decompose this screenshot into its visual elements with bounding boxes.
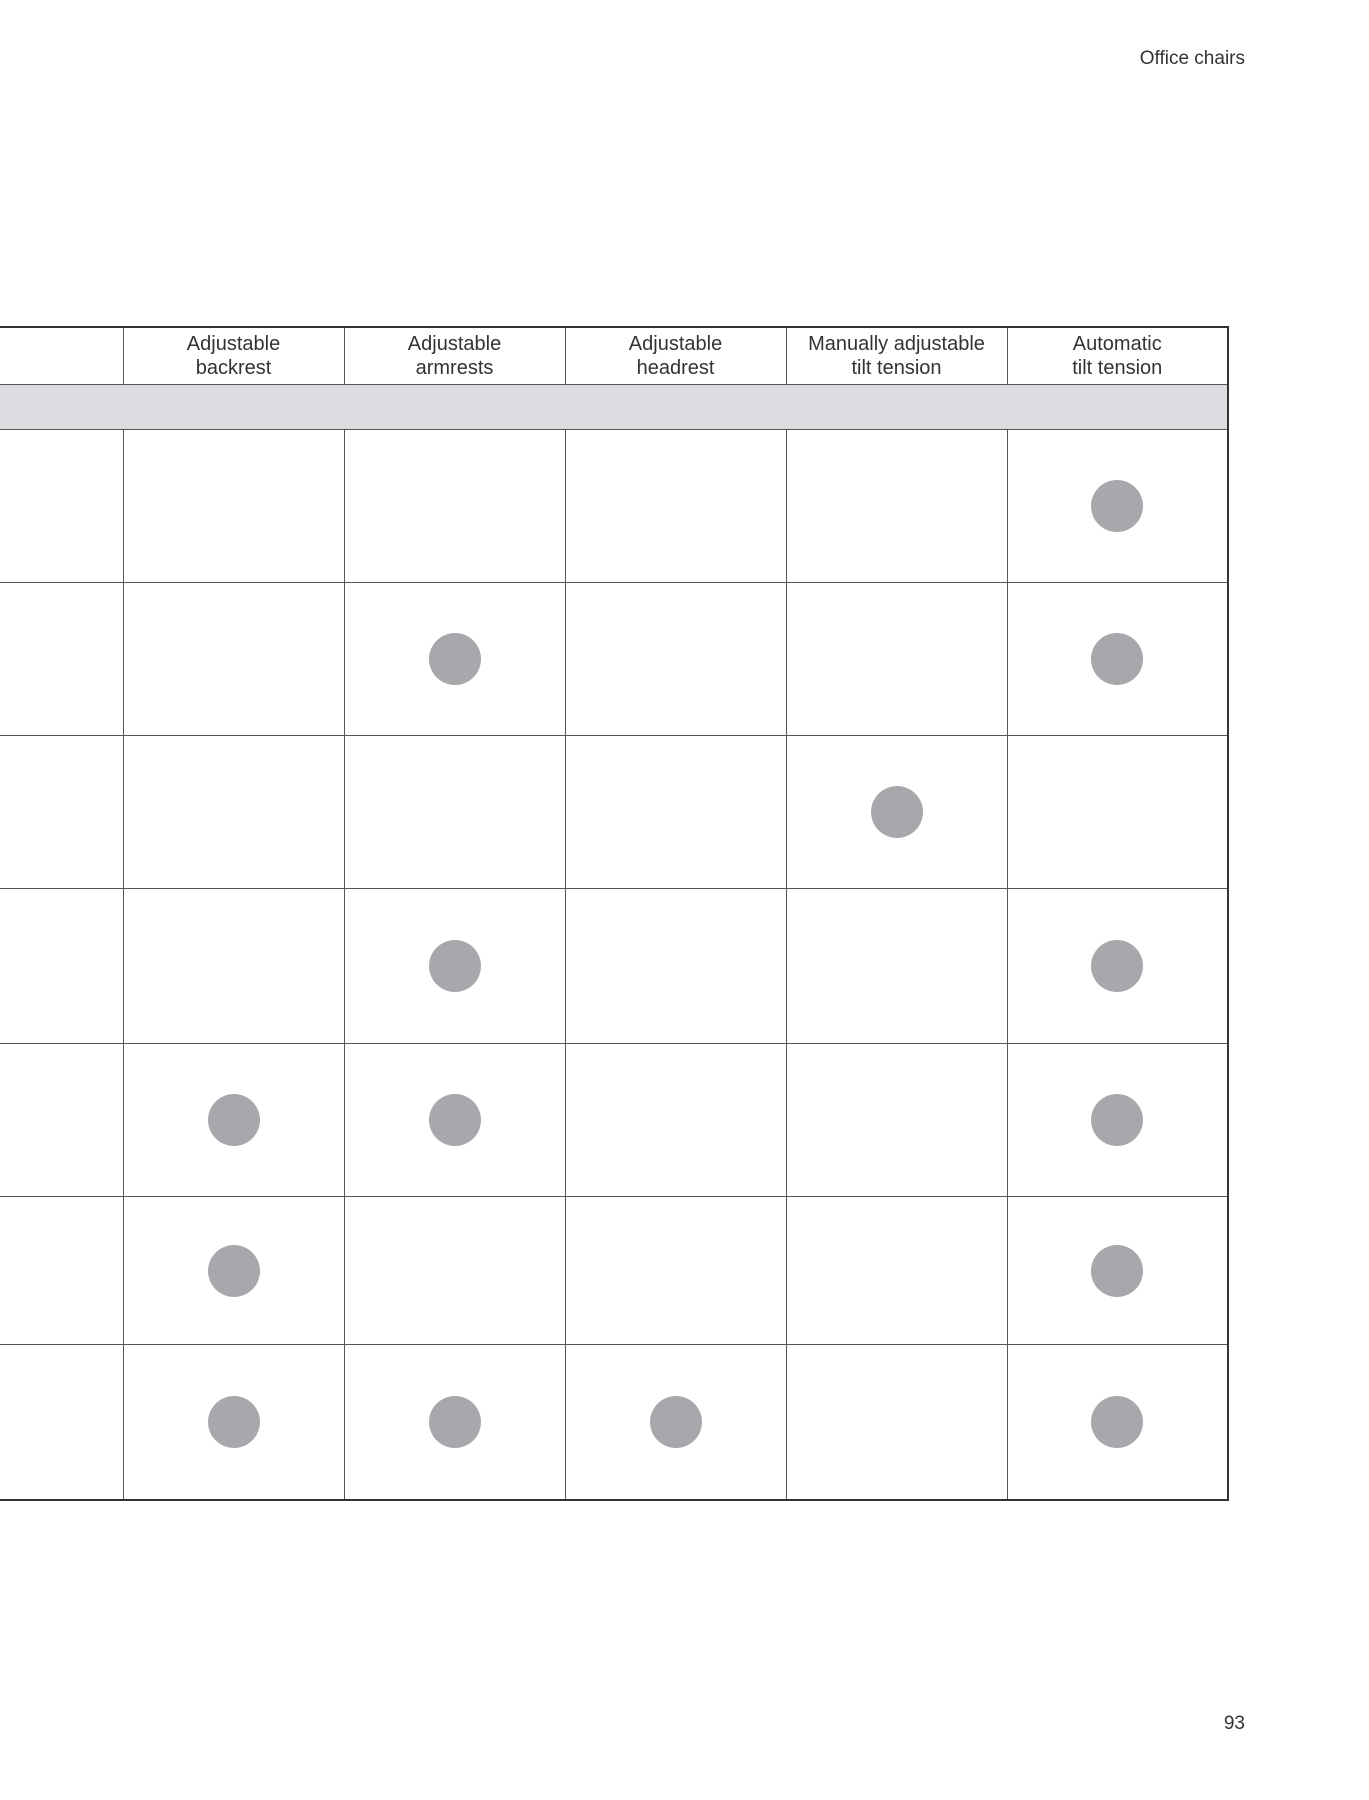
page-number: 93: [1223, 1713, 1245, 1734]
feature-cell: [1007, 889, 1228, 1044]
feature-present-dot-icon: [208, 1396, 260, 1448]
running-header: Office chairs: [1139, 48, 1245, 69]
header-row: [0, 327, 1228, 385]
column-header-line2: armrests: [415, 357, 494, 379]
row-label-cell: [0, 1044, 123, 1197]
feature-cell: [786, 889, 1007, 1044]
feature-present-dot-icon: [1091, 1245, 1143, 1297]
column-header-line1: Adjustable: [407, 333, 502, 355]
column-header-line1: Automatic: [1072, 333, 1162, 355]
column-header-adjustable-headrest: [565, 327, 786, 385]
section-band: [0, 385, 1228, 430]
feature-cell: [1007, 1345, 1228, 1500]
column-header-automatic-tilt-tension: [1007, 327, 1228, 385]
feature-present-dot-icon: [208, 1094, 260, 1146]
row-label-cell: [0, 1197, 123, 1345]
table-row: [0, 583, 1228, 736]
feature-present-dot-icon: [429, 1094, 481, 1146]
feature-cell: [344, 1044, 565, 1197]
column-header-adjustable-armrests: [344, 327, 565, 385]
feature-cell: [786, 1044, 1007, 1197]
feature-present-dot-icon: [1091, 940, 1143, 992]
feature-cell: [786, 1345, 1007, 1500]
column-header-line2: headrest: [636, 357, 715, 379]
feature-cell: [1007, 1044, 1228, 1197]
column-header-line1: Adjustable: [186, 333, 281, 355]
feature-present-dot-icon: [1091, 1396, 1143, 1448]
feature-cell: [786, 1197, 1007, 1345]
feature-cell: [565, 1345, 786, 1500]
feature-cell: [344, 889, 565, 1044]
feature-cell: [1007, 736, 1228, 889]
table-row: [0, 1044, 1228, 1197]
feature-cell: [1007, 430, 1228, 583]
feature-present-dot-icon: [1091, 633, 1143, 685]
feature-cell: [123, 1044, 344, 1197]
feature-present-dot-icon: [208, 1245, 260, 1297]
row-label-cell: [0, 736, 123, 889]
column-header-product: [0, 327, 123, 385]
table-row: [0, 889, 1228, 1044]
feature-cell: [786, 736, 1007, 889]
row-label-cell: [0, 1345, 123, 1500]
feature-cell: [565, 736, 786, 889]
feature-present-dot-icon: [1091, 480, 1143, 532]
feature-cell: [565, 1197, 786, 1345]
row-label-cell: [0, 430, 123, 583]
feature-cell: [344, 430, 565, 583]
feature-comparison-table: [0, 326, 1229, 1501]
feature-cell: [1007, 583, 1228, 736]
feature-cell: [786, 583, 1007, 736]
feature-cell: [123, 889, 344, 1044]
feature-cell: [344, 736, 565, 889]
feature-cell: [123, 430, 344, 583]
feature-cell: [565, 889, 786, 1044]
feature-cell: [344, 1345, 565, 1500]
row-label-cell: [0, 889, 123, 1044]
feature-cell: [565, 430, 786, 583]
feature-present-dot-icon: [1091, 1094, 1143, 1146]
column-header-adjustable-backrest: [123, 327, 344, 385]
feature-cell: [565, 583, 786, 736]
column-header-line1: Manually adjustable: [808, 333, 985, 355]
feature-cell: [786, 430, 1007, 583]
column-header-line2: tilt tension: [1072, 357, 1163, 379]
column-header-manual-tilt-tension: [786, 327, 1007, 385]
table-row: [0, 736, 1228, 889]
table-row: [0, 1345, 1228, 1500]
section-band-row: [0, 385, 1228, 430]
feature-cell: [123, 583, 344, 736]
feature-present-dot-icon: [429, 633, 481, 685]
feature-present-dot-icon: [429, 940, 481, 992]
feature-present-dot-icon: [429, 1396, 481, 1448]
feature-cell: [1007, 1197, 1228, 1345]
feature-present-dot-icon: [871, 786, 923, 838]
table-row: [0, 1197, 1228, 1345]
feature-cell: [123, 1345, 344, 1500]
column-header-line2: backrest: [195, 357, 272, 379]
column-header-line2: tilt tension: [851, 357, 942, 379]
feature-cell: [344, 1197, 565, 1345]
feature-cell: [123, 736, 344, 889]
column-header-line1: Adjustable: [628, 333, 723, 355]
table-row: [0, 430, 1228, 583]
feature-cell: [565, 1044, 786, 1197]
feature-cell: [344, 583, 565, 736]
feature-cell: [123, 1197, 344, 1345]
row-label-cell: [0, 583, 123, 736]
feature-present-dot-icon: [650, 1396, 702, 1448]
